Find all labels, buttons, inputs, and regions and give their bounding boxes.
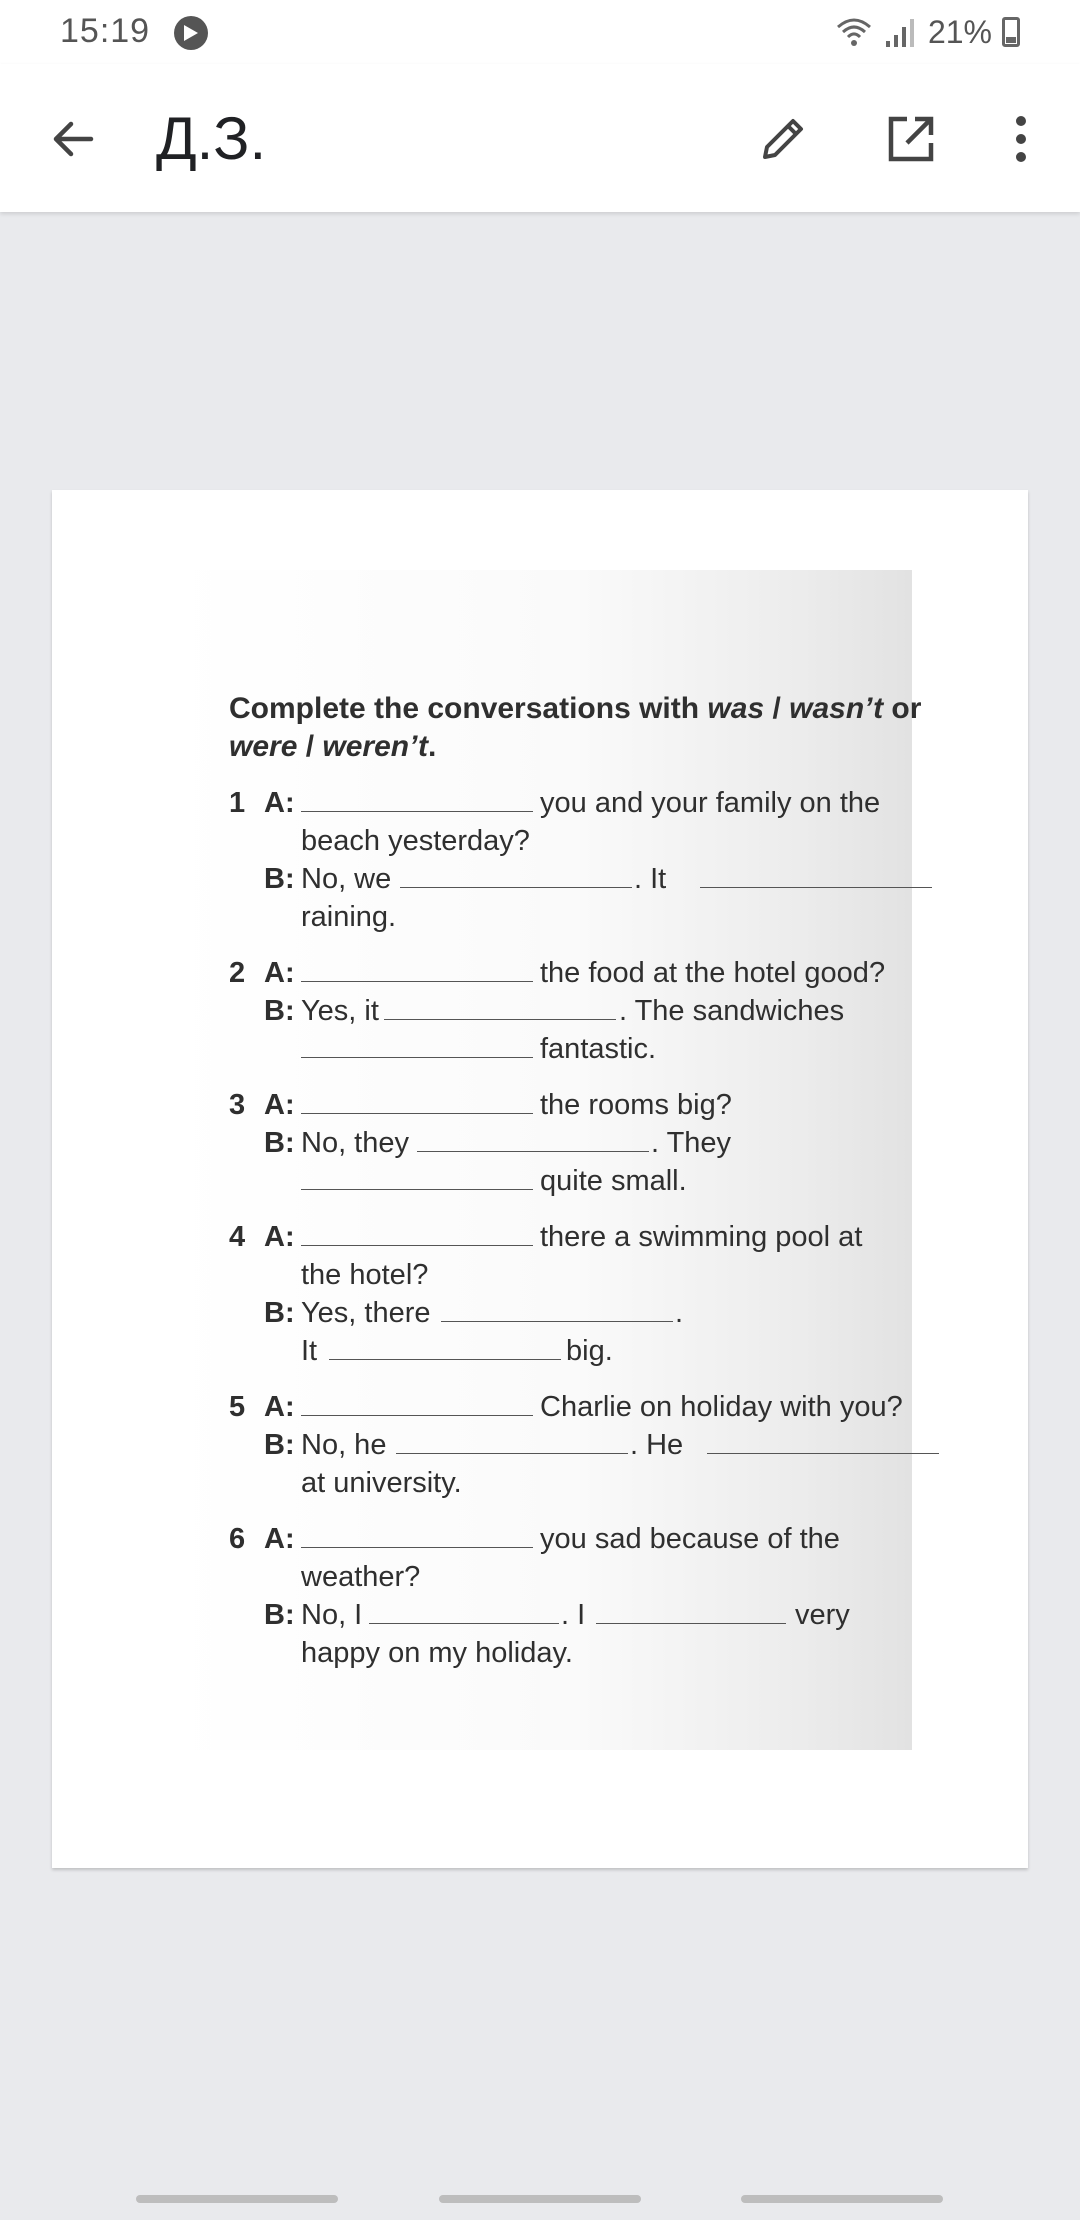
answer-blank — [301, 1164, 533, 1190]
dialog-text: . It — [634, 863, 667, 895]
back-button[interactable] — [40, 106, 106, 172]
dialog-text: weather? — [301, 1561, 421, 1593]
exercise-item — [229, 1086, 929, 1200]
dialog-text: you and your family on the — [540, 787, 881, 819]
signal-icon — [884, 17, 918, 47]
dialog-text: big. — [566, 1335, 613, 1367]
dialog-text: . The sandwiches — [619, 995, 845, 1027]
answer-blank — [700, 862, 932, 888]
open-external-button[interactable] — [876, 104, 946, 174]
item-number: 1 — [229, 787, 246, 819]
exercise-item — [229, 954, 929, 1068]
speaker-a: A: — [264, 787, 295, 819]
answer-blank — [301, 956, 533, 982]
nav-home-bar[interactable] — [439, 2195, 641, 2203]
pencil-icon — [757, 113, 809, 165]
speaker-a: A: — [264, 1391, 295, 1423]
answer-blank — [707, 1428, 939, 1454]
exercise — [229, 690, 929, 1690]
answer-blank — [301, 786, 533, 812]
exercise-instruction: Complete the conversations with was / wasn’t or were / weren’t. — [229, 692, 922, 763]
exercise-item — [229, 1218, 929, 1370]
answer-blank — [301, 1522, 533, 1548]
item-number: 5 — [229, 1391, 246, 1423]
scanned-image — [172, 570, 922, 1750]
answer-blank — [301, 1088, 533, 1114]
document-page — [52, 490, 1028, 1868]
answer-blank — [400, 862, 632, 888]
dialog-text: there a swimming pool at — [540, 1221, 863, 1253]
speaker-a: A: — [264, 957, 295, 989]
answer-blank — [441, 1296, 673, 1322]
edit-button[interactable] — [748, 104, 818, 174]
dialog-text: quite small. — [540, 1165, 687, 1197]
dialog-text: happy on my holiday. — [301, 1637, 573, 1669]
speaker-a: A: — [264, 1221, 295, 1253]
speaker-b: B: — [264, 863, 295, 895]
notification-app-icon — [174, 16, 208, 50]
speaker-a: A: — [264, 1523, 295, 1555]
item-number: 2 — [229, 957, 246, 989]
answer-blank — [301, 1390, 533, 1416]
status-indicators — [834, 12, 1020, 52]
more-vert-icon — [1011, 113, 1031, 165]
status-time: 15:19 — [60, 12, 151, 50]
item-number: 3 — [229, 1089, 246, 1121]
dialog-text: Yes, there — [301, 1297, 431, 1329]
nav-back-bar[interactable] — [741, 2195, 943, 2203]
answer-blank — [369, 1598, 559, 1624]
dialog-text: Yes, it — [301, 995, 379, 1027]
speaker-a: A: — [264, 1089, 295, 1121]
battery-charging-icon — [1002, 17, 1020, 47]
item-number: 4 — [229, 1221, 246, 1253]
dialog-text: fantastic. — [540, 1033, 657, 1065]
dialog-text: . I — [561, 1599, 586, 1631]
dialog-text: It — [301, 1335, 318, 1367]
answer-blank — [329, 1334, 561, 1360]
dialog-text: beach yesterday? — [301, 825, 530, 857]
dialog-text: . He — [630, 1429, 684, 1461]
open-in-new-icon — [885, 113, 937, 165]
dialog-text: No, they — [301, 1127, 409, 1159]
app-bar — [0, 64, 1080, 212]
answer-blank — [301, 1032, 533, 1058]
speaker-b: B: — [264, 1599, 295, 1631]
speaker-b: B: — [264, 1429, 295, 1461]
page-title: Д.З. — [156, 105, 267, 172]
dialog-text: No, he — [301, 1429, 387, 1461]
exercise-item — [229, 784, 929, 936]
dialog-text: at university. — [301, 1467, 462, 1499]
dialog-text: the hotel? — [301, 1259, 429, 1291]
dialog-text: raining. — [301, 901, 397, 933]
dialog-text: . They — [651, 1127, 732, 1159]
status-bar — [0, 0, 1080, 64]
battery-percent: 21% — [927, 13, 992, 50]
dialog-text: the rooms big? — [540, 1089, 732, 1121]
more-options-button[interactable] — [986, 104, 1056, 174]
nav-recents-bar[interactable] — [136, 2195, 338, 2203]
dialog-text: Charlie on holiday with you? — [540, 1391, 903, 1423]
wifi-icon — [834, 17, 874, 47]
answer-blank — [396, 1428, 628, 1454]
answer-blank — [301, 1220, 533, 1246]
item-number: 6 — [229, 1523, 246, 1555]
dialog-text: you sad because of the — [540, 1523, 840, 1555]
speaker-b: B: — [264, 1297, 295, 1329]
dialog-text: . — [675, 1297, 684, 1329]
dialog-text: No, I — [301, 1599, 363, 1631]
exercise-item — [229, 1520, 929, 1672]
dialog-text: the food at the hotel good? — [540, 957, 886, 989]
speaker-b: B: — [264, 995, 295, 1027]
answer-blank — [596, 1598, 786, 1624]
answer-blank — [417, 1126, 649, 1152]
dialog-text: very — [795, 1599, 850, 1631]
speaker-b: B: — [264, 1127, 295, 1159]
exercise-item — [229, 1388, 929, 1502]
arrow-left-icon — [49, 115, 97, 163]
answer-blank — [384, 994, 616, 1020]
dialog-text: No, we — [301, 863, 392, 895]
